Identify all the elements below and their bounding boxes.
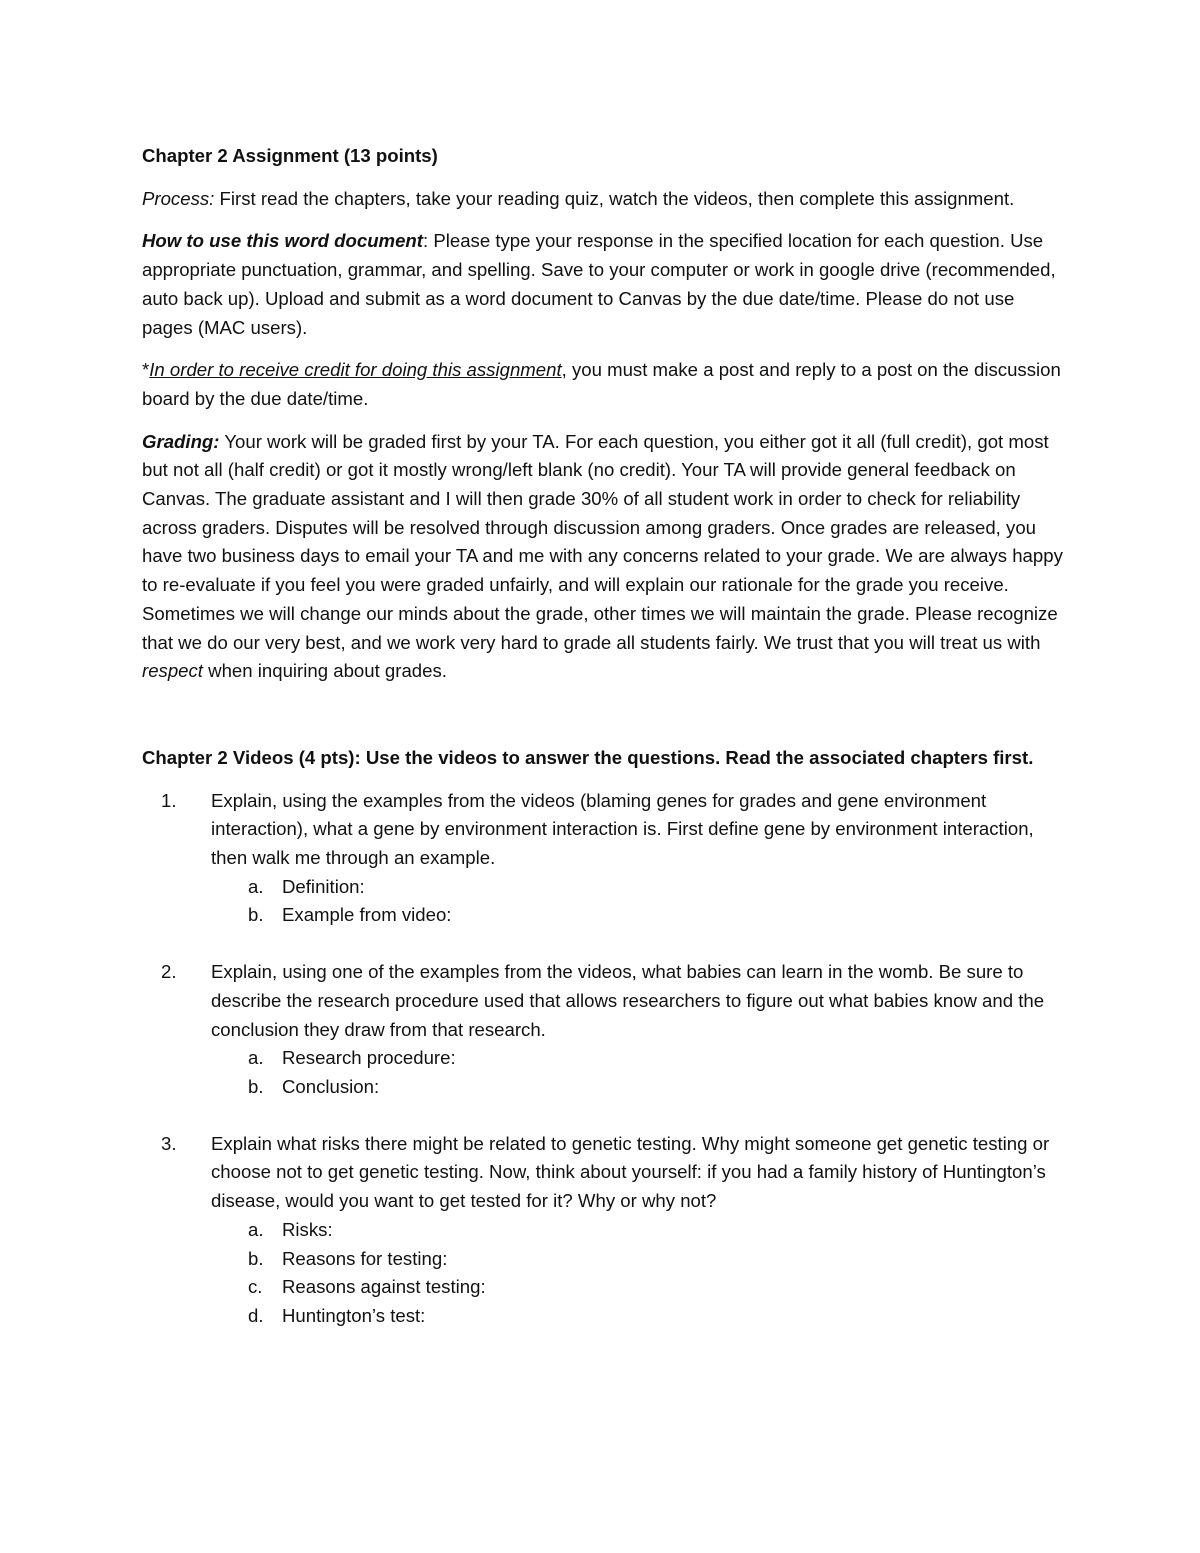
answer-letter: a. (248, 875, 264, 897)
question-text: Explain what risks there might be related to genetic testing. Why might someone get genetic testing or choose not to get genetic testing. Now, think about yourself: if you had a family history of Huntington’s disease, would you want to get tested for it? Why or why not? (211, 1132, 1050, 1212)
question-list (142, 787, 1067, 1331)
question-text: Explain, using the examples from the videos (blaming genes for grades and gene environment interaction), what a gene by environment interaction is. First define gene by environment interaction, then walk me through an example. (211, 789, 1034, 869)
grading-paragraph (142, 428, 1067, 686)
answer-label: Risks: (282, 1218, 333, 1240)
credit-paragraph (142, 356, 1067, 413)
answer-item (211, 901, 1067, 930)
answer-list (211, 873, 1067, 930)
section-spacer (142, 700, 1067, 744)
answer-item (211, 1245, 1067, 1274)
answer-item (211, 1216, 1067, 1245)
answer-letter: b. (248, 904, 264, 926)
process-text: First read the chapters, take your reading quiz, watch the videos, then complete this assignment. (214, 187, 1015, 209)
question-item (142, 787, 1067, 931)
answer-item (211, 1044, 1067, 1073)
process-paragraph (142, 185, 1067, 214)
answer-label: Research procedure: (282, 1047, 456, 1069)
answer-letter: a. (248, 1047, 264, 1069)
answer-item (211, 1302, 1067, 1331)
how-to-label: How to use this word document (142, 230, 423, 252)
grading-label: Grading: (142, 430, 220, 452)
answer-label: Definition: (282, 875, 365, 897)
answer-letter: b. (248, 1075, 264, 1097)
process-label: Process: (142, 187, 215, 209)
grading-text-after: when inquiring about grades. (202, 660, 447, 682)
credit-text: , you must make a post and reply to a post on the discussion board by the due date/time. (142, 359, 1061, 409)
answer-label: Conclusion: (282, 1075, 380, 1097)
question-number: 3. (161, 1132, 177, 1154)
videos-heading: Chapter 2 Videos (4 pts): Use the videos to answer the questions. Read the associated chapters first. (142, 746, 1034, 768)
answer-list (211, 1044, 1067, 1101)
question-text: Explain, using one of the examples from the videos, what babies can learn in the womb. Be sure to describe the research procedure used that allows researchers to figure out what babies know and the conclusion they draw from that research. (211, 961, 1045, 1040)
credit-emphasis: In order to receive credit for doing this assignment (149, 359, 562, 381)
answer-letter: b. (248, 1247, 264, 1269)
grading-emphasis: respect (142, 660, 203, 682)
answer-letter: c. (248, 1276, 263, 1298)
answer-letter: a. (248, 1218, 264, 1240)
answer-letter: d. (248, 1304, 264, 1326)
how-to-text: : Please type your response in the specified location for each question. Use appropriate punctuation, grammar, and spelling. Save to your computer or work in google drive (recommended, auto back up). Upload and submit as a word document to Canvas by the due date/time. Please do not use pages (MAC users). (142, 230, 1056, 338)
answer-label: Huntington’s test: (282, 1304, 426, 1326)
document-title: Chapter 2 Assignment (13 points) (142, 145, 438, 166)
answer-label: Reasons for testing: (282, 1247, 448, 1269)
question-number: 1. (161, 789, 177, 811)
grading-text-before: Your work will be graded first by your TA. For each question, you either got it all (full credit), got most but not all (half credit) or got it mostly wrong/left blank (no credit). Your TA will provide general feedback on Canvas. The graduate assistant and I will then grade 30% of all student work in order to check for reliability across graders. Disputes will be resolved through discussion among graders. Once grades are released, you have two business days to email your TA and me with any concerns related to your grade. We are always happy to re-evaluate if you feel you were graded unfairly, and will explain our rationale for the grade you receive. Sometimes we will change our minds about the grade, other times we will maintain the grade. Please recognize that we do our very best, and we work very hard to grade all students fairly. We trust that you will treat us with (142, 430, 1063, 653)
answer-item (211, 1273, 1067, 1302)
question-item (142, 958, 1067, 1102)
answer-list (211, 1216, 1067, 1331)
answer-item (211, 873, 1067, 902)
credit-prefix: * (142, 359, 150, 381)
how-to-paragraph (142, 227, 1067, 342)
answer-item (211, 1073, 1067, 1102)
answer-label: Example from video: (282, 904, 452, 926)
answer-label: Reasons against testing: (282, 1276, 486, 1298)
question-number: 2. (161, 961, 177, 983)
document-page (142, 142, 1067, 1359)
question-item (142, 1130, 1067, 1331)
